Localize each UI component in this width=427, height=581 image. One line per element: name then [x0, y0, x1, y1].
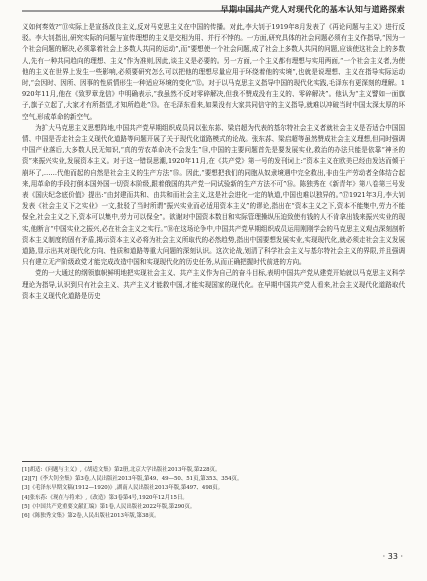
- footnote-1: [1]胡适:《问题与主义》,《胡适文集》第2册,北京大学出版社2013年版,第228页。: [22, 467, 221, 473]
- running-header: [0, 4, 427, 20]
- footnote-3: [3]《毛泽东早期文稿(1912—1920)》,湖南人民出版社2013年版,第497、498页。: [22, 485, 223, 492]
- paragraph-2: 为扩大马克思主义思想阵地,中国共产党早期组织成员同以张东荪、梁启超为代表的基尔特社会主义者就社会主义是否适合中国国情、中国是否走社会主义现代化道路等问题开展了关于现代化道路模式的论战。张东荪、梁启超等虽然赞成社会主义理想,但同时强调中国产业落后,大多数人民无知识,“真的劳农革命决不会发生”⑭,中国的主要问题首先是要发展实业,救治的办法只能是依靠“神圣的资”来振兴实业,发展资本主义。对于这一错误思潮,1920年11月,在《共产党》第一号的发刊词上:“资本主义在欧美已经由发达而倾于崩坏了,……代他而起的自然是社会主义的生产方法”⑮。因此,“要想把我们的同胞从奴隶境遇中完全救出,非由生产劳动者全体结合起来,用革命的手段打倒本国外国一切资本阶级,跟着俄国的共产党一同试验新的生产方法不可”⑯。陈独秀在《新青年》第八卷第三号发表《国庆纪念底价值》提出:“由封建而共和、由共和而社会主义,这是社会进化一定的轨道,中国也难以独异的。”⑰1921年3月,李大钊发表《社会主义下之实业》一文,批驳了当时所谓“振兴实业而必适用资本主义”的谬论,指出在“资本主义之下,资本不能集中,劳力不能保全,社会主义之下,资本可以集中,劳力可以保全”。欲谢对中国资本数目和实际管理操纵压迫致使有钱的人不肯拿出钱来振兴实业的现实,他断言“中国实业之振兴,必在社会主义之实行。”⑱在这场论争中,中国共产党早期组织成员运用刚刚学会的马克思主义观点深刻剖析资本主义制度的固有矛盾,揭示资本主义必将为社会主义所取代的必然趋势,指出中国要想发展实业,实现现代化,就必须走社会主义发展道路,显示出其对现代化方向、性质和道路等重大问题的深刻认识。这次论战,划清了科学社会主义与基尔特社会主义的界限,并且强调只有建立无产阶级政党才能完成改造中国和实现现代化的历史任务,从而正确把握时代前进的方向。: [22, 123, 405, 267]
- footnote-5: [5]《中国共产党重要文献汇编》第1卷,人民出版社2022年版,第290页。: [22, 503, 196, 510]
- footnote-2: [2][7]《李大钊全集》第3卷,人民出版社2013年版,第49、49—50、51页,第353、354页。: [22, 476, 243, 483]
- footnotes: [22, 466, 405, 521]
- footnote-6: [6]《陈独秀文集》第2卷,人民出版社2013年版,第38页。: [22, 513, 160, 520]
- header-title: 早期中国共产党人对现代化的基本认知与道路探索: [220, 4, 405, 14]
- paragraph-1: 义如何奏效?”⑪实际上是宣扬改良主义,反对马克思主义在中国的传播。对此,李大钊于1919年8月发表了《再论问题与主义》进行反驳。李大钊指出,研究实际的问题与宣传理想的主义是交相为用、并行不悖的。一方面,研究具体的社会问题必须有主义作指导,“因为一个社会问题的解决,必须靠着社会上多数人共同的运动”,而“要想使一个社会问题,成了社会上多数人共同的问题,应该使这社会上的多数人,先有一种共同趋向的理想、主义”作为准则,因此,谈主义是必要的。另一方面,一个主义都有理想与实用两面,“一个社会主义者,为使他的主义在世界上发生一些影响,必须要研究怎么可以把他的理想尽量应用于环绕着他的实境”,也就是说理想、主义在指导实际运动时,“会因时、因所、因事的性质情形生一种适应环境的变化”⑫。对于以马克思主义指导中国的现代化实践,毛泽东有更深刻的理解。1920年11月,他在《致罗章龙信》中明确表示,“我虽然不反对零碎解决,但我不赞成没有主义的、零碎解决”。他认为“主义譬如一面旗子,旗子立起了,大家才有所指望,才知所趋赴”⑬。在毛泽东看来,如果没有大家共同信守的主义指导,就难以冲破当时中国太深太厚的坏空气,形成革命的新空气。: [22, 23, 405, 121]
- footnote-4: [4]张东荪:《现在与将来》,《改造》第3卷第4号,1920年12月15日。: [22, 494, 188, 501]
- footnote-divider: [22, 461, 92, 462]
- paragraph-3: 党的一大通过的纲领旗帜鲜明地把实现社会主义、共产主义作为自己的奋斗目标,表明中国共产党从建党开始就以马克思主义科学理论为指导,认识到只有社会主义、共产主义才能救中国,才能实现国家的现代化。在早期中国共产党人看来,社会主义现代化道路取代资本主义现代化道路是历史: [22, 269, 405, 300]
- page-number: · 33 ·: [382, 552, 403, 561]
- body-text: [22, 22, 405, 302]
